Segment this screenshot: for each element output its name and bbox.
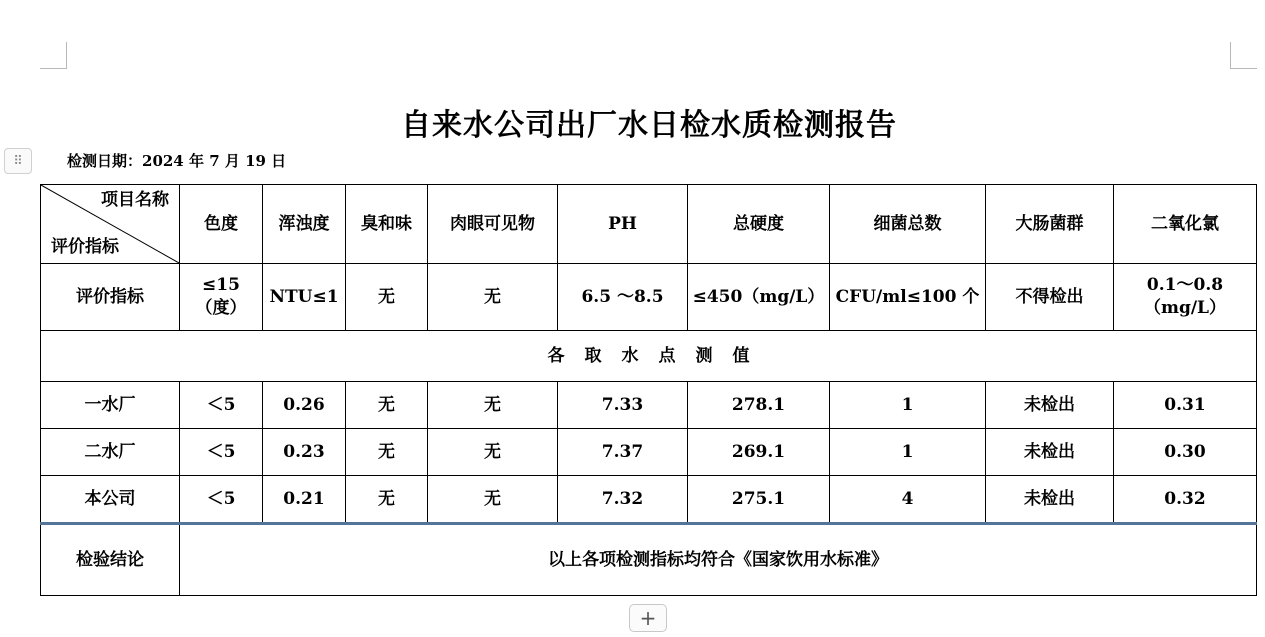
report-table (40, 184, 1257, 596)
table-cell: 4 (830, 476, 986, 524)
table-cell: 未检出 (986, 382, 1114, 429)
column-header: PH (558, 185, 688, 264)
table-cell: 0.21 (263, 476, 346, 524)
table-row (41, 429, 1257, 476)
table-row (41, 476, 1257, 524)
section-row (41, 331, 1257, 382)
diagonal-header-cell (41, 185, 180, 264)
report-title: 自来水公司出厂水日检水质检测报告 (401, 108, 897, 143)
table-cell: 0.31 (1114, 382, 1257, 429)
row-label: 二水厂 (41, 429, 180, 476)
conclusion-text: 以上各项检测指标均符合《国家饮用水标准》 (180, 524, 1257, 596)
section-title: 各取水点测值 (41, 331, 1257, 382)
drag-handle-icon[interactable]: ⠿ (4, 148, 32, 174)
column-header: 二氧化氯 (1114, 185, 1257, 264)
table-cell: 7.32 (558, 476, 688, 524)
table-cell: 0.23 (263, 429, 346, 476)
table-cell: ＜5 (180, 429, 263, 476)
conclusion-label: 检验结论 (41, 524, 180, 596)
standard-cell: 无 (346, 264, 428, 331)
conclusion-row (41, 524, 1257, 596)
table-cell: 7.37 (558, 429, 688, 476)
header-row (41, 185, 1257, 264)
standard-cell: ≤450（mg/L） (688, 264, 830, 331)
page-corner-mark-top-right (1230, 42, 1257, 69)
standard-cell: 不得检出 (986, 264, 1114, 331)
table-cell: 未检出 (986, 476, 1114, 524)
table-cell: 278.1 (688, 382, 830, 429)
row-label: 一水厂 (41, 382, 180, 429)
row-label: 评价指标 (41, 264, 180, 331)
add-row-button[interactable]: + (629, 604, 667, 632)
table-cell: 0.26 (263, 382, 346, 429)
table-cell: 1 (830, 429, 986, 476)
standard-cell: ≤15 （度） (180, 264, 263, 331)
corner-bottom-label: 评价指标 (51, 237, 119, 258)
column-header: 色度 (180, 185, 263, 264)
column-header: 细菌总数 (830, 185, 986, 264)
standard-cell: 无 (428, 264, 558, 331)
table-row (41, 382, 1257, 429)
standard-row (41, 264, 1257, 331)
table-cell: 无 (346, 429, 428, 476)
page-corner-mark-top-left (40, 42, 67, 69)
standard-cell: 0.1～0.8 （mg/L） (1114, 264, 1257, 331)
table-cell: 无 (346, 382, 428, 429)
table-cell: ＜5 (180, 382, 263, 429)
table-cell: 1 (830, 382, 986, 429)
column-header: 臭和味 (346, 185, 428, 264)
row-label: 本公司 (41, 476, 180, 524)
table-cell: 无 (428, 429, 558, 476)
table-cell: 无 (428, 382, 558, 429)
table-cell: 269.1 (688, 429, 830, 476)
table-cell: 0.32 (1114, 476, 1257, 524)
table-cell: 无 (428, 476, 558, 524)
table-cell: 275.1 (688, 476, 830, 524)
standard-cell: NTU≤1 (263, 264, 346, 331)
table-cell: 7.33 (558, 382, 688, 429)
standard-cell: 6.5 ～8.5 (558, 264, 688, 331)
table-cell: 未检出 (986, 429, 1114, 476)
column-header: 浑浊度 (263, 185, 346, 264)
table-cell: ＜5 (180, 476, 263, 524)
test-date: 检测日期：2024 年 7 月 19 日 (67, 152, 287, 170)
corner-top-label: 项目名称 (101, 190, 169, 210)
column-header: 肉眼可见物 (428, 185, 558, 264)
column-header: 总硬度 (688, 185, 830, 264)
standard-cell: CFU/ml≤100 个 (830, 264, 986, 331)
table-cell: 0.30 (1114, 429, 1257, 476)
table-cell: 无 (346, 476, 428, 524)
column-header: 大肠菌群 (986, 185, 1114, 264)
